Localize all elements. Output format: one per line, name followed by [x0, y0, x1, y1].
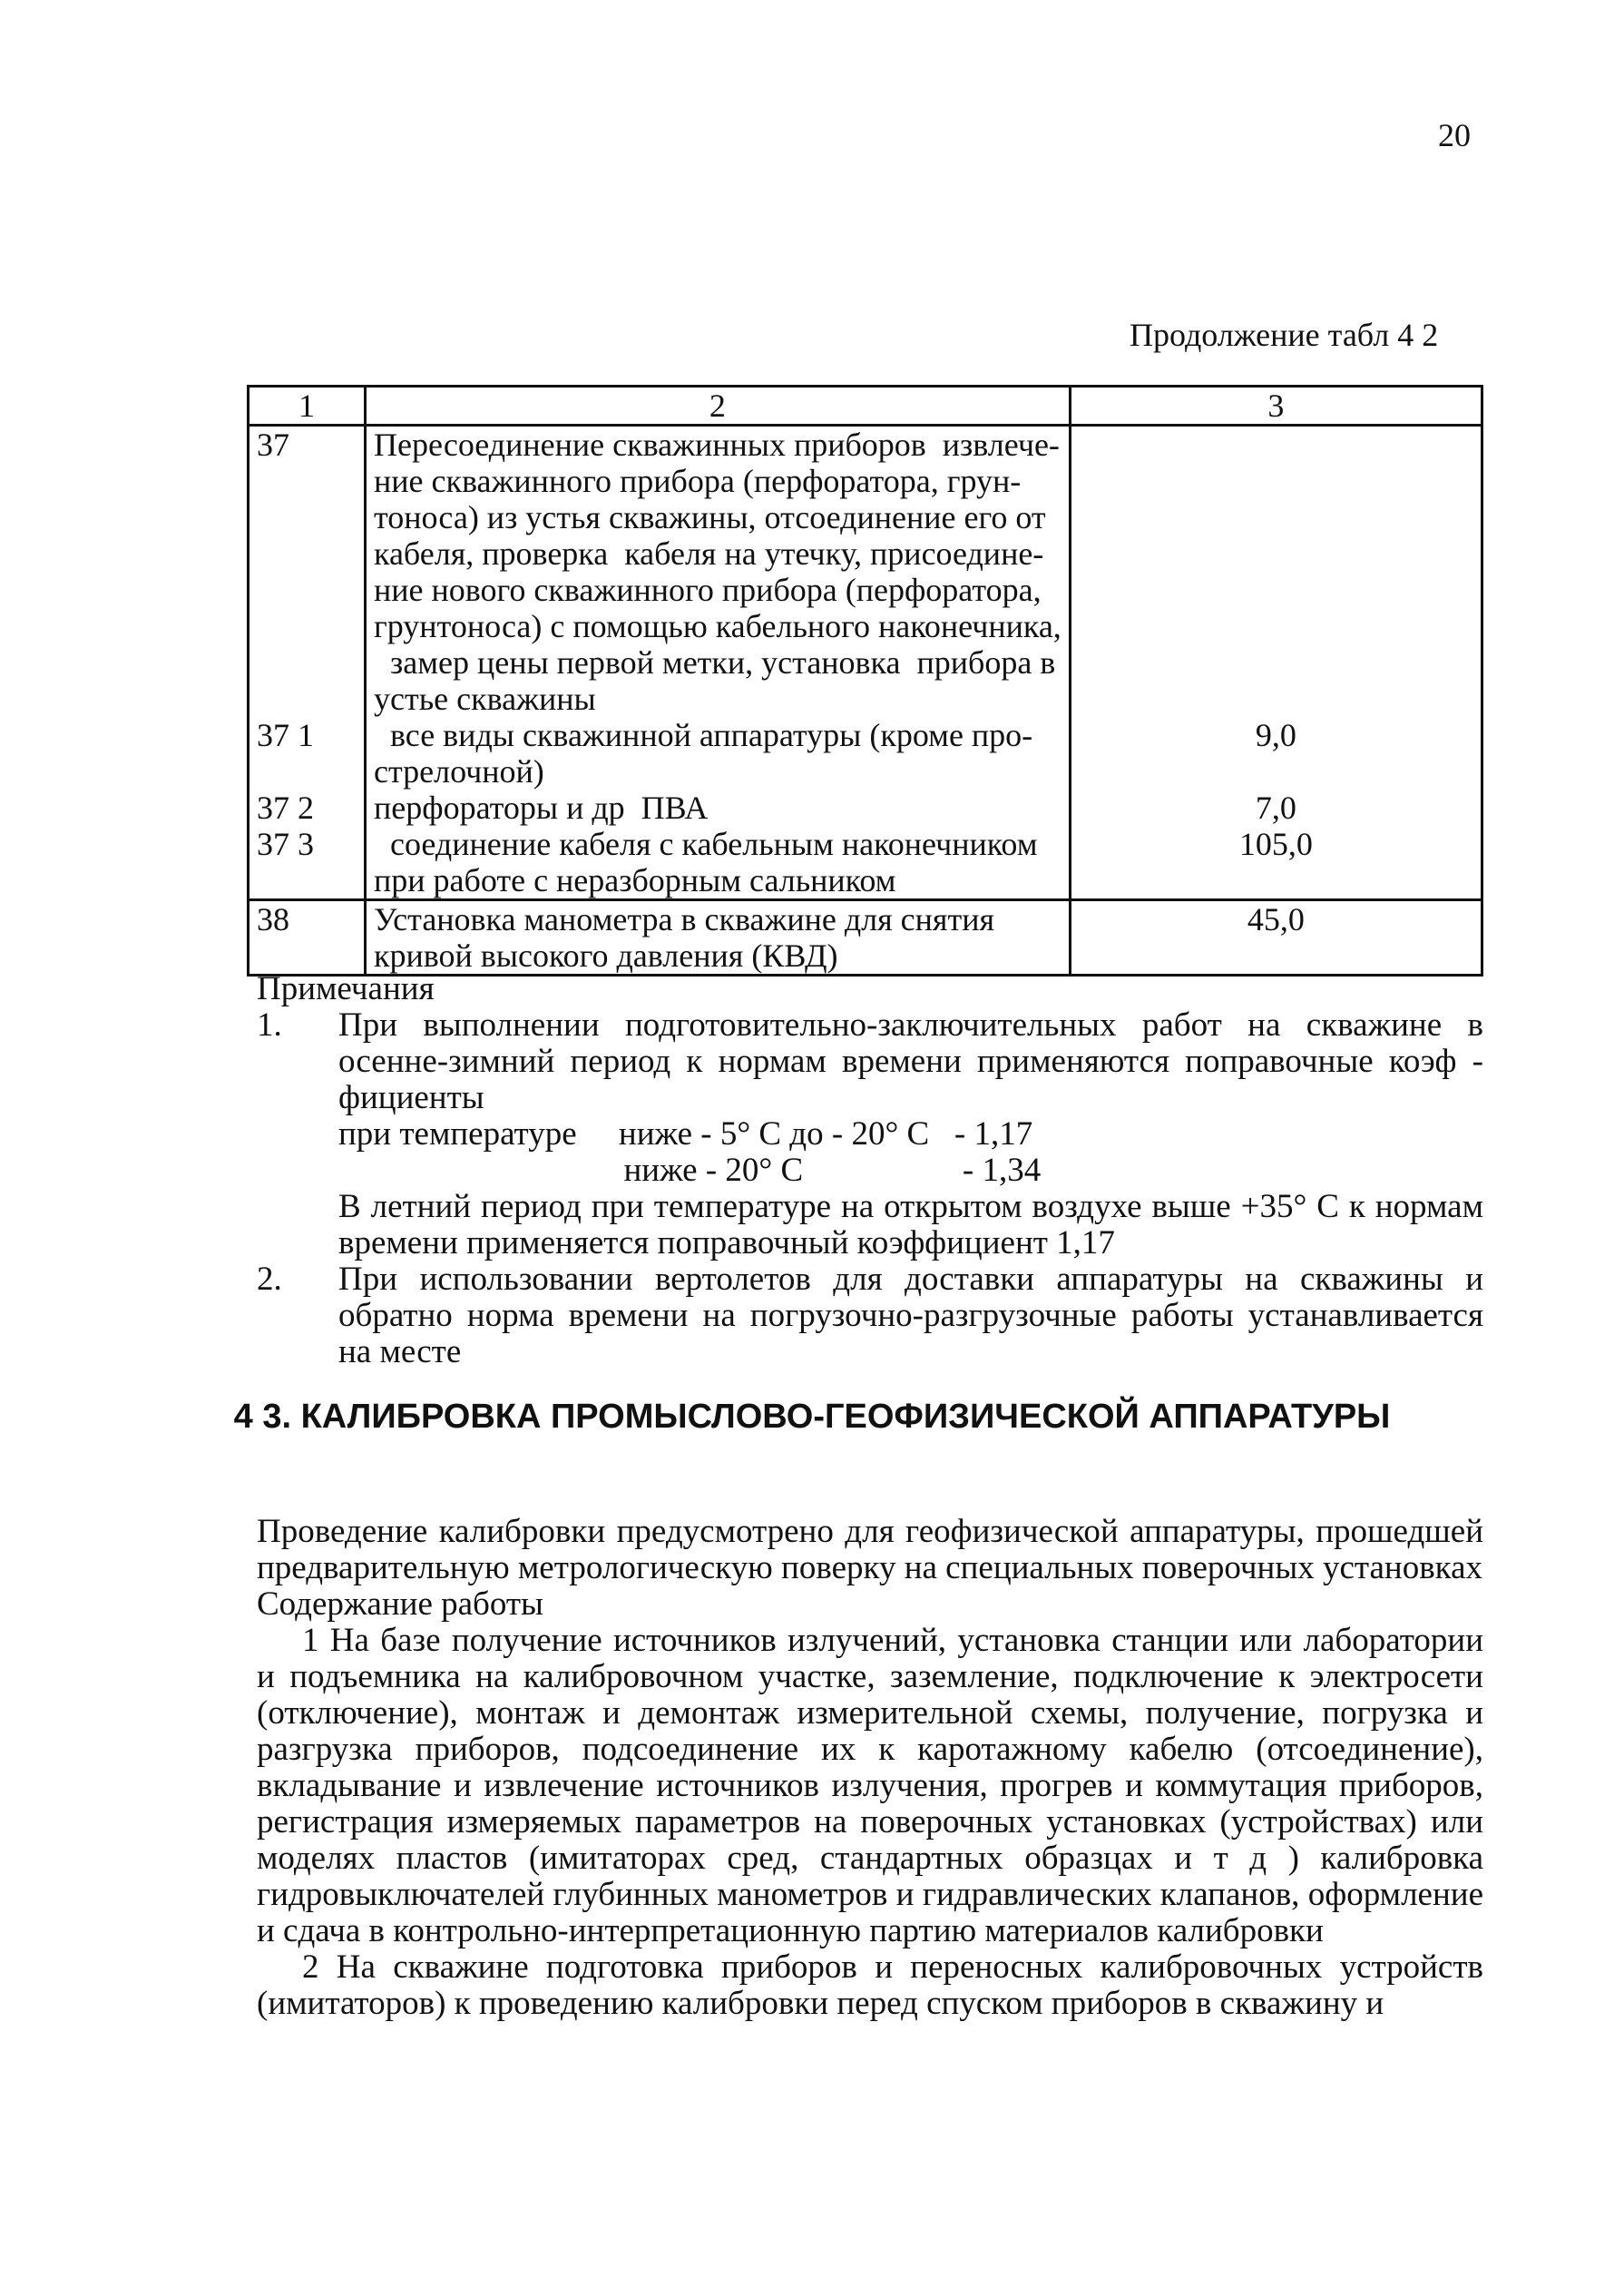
row-number-cell: 38 [249, 900, 366, 976]
row-value-cell: 45,0 [1070, 900, 1482, 976]
cell-line: Пересоединение скважинных приборов извлече- [374, 427, 1060, 463]
table-row-38 [249, 900, 1482, 976]
row-value-cell [1070, 426, 1482, 900]
note-number: 1. [257, 1006, 282, 1044]
section-body [257, 1514, 1483, 2022]
sub-number: 37 3 [257, 826, 314, 862]
header-col-3: 3 [1070, 387, 1482, 426]
table-row-37 [249, 426, 1482, 900]
section-heading: 4 3. КАЛИБРОВКА ПРОМЫСЛОВО-ГЕОФИЗИЧЕСКОЙ АППАРАТУРЫ [233, 1398, 1391, 1436]
cell-line: тоноса) из устья скважины, отсоединение его от [374, 499, 1046, 535]
paragraph-1: 1 На базе получение источников излучений, установка станции или лаборатории и подъемника на калибровочном участке, заземление, подключение к электросети (отключение), монтаж и демонтаж измерительной схемы, получение, погрузка и разгрузка приборов, подсоединение их к каротажному кабелю (отсоединение), вкладывание и извлечение источников излучения, прогрев и коммутация приборов, регистрация измеряемых параметров на поверочных установках (устройствах) или моделях пластов (имитаторах сред, стандартных образцах и т д ) калибровка гидровыключателей глубинных манометров и гидравлических клапанов, оформление и сдача в контрольно-интерпретационную партию материалов калибровки [257, 1622, 1483, 1949]
sub-number: 37 2 [257, 790, 314, 826]
notes-title: Примечания [257, 970, 435, 1007]
norms-table [247, 385, 1483, 977]
cell-line: замер цены первой метки, установка прибора в [374, 644, 1056, 681]
sub-number: 37 1 [257, 717, 314, 753]
cell-line: кабеля, проверка кабеля на утечку, присоедине- [374, 535, 1044, 572]
cell-line: устье скважины [374, 681, 596, 717]
section-intro: Проведение калибровки предусмотрено для геофизической аппаратуры, прошедшей предварительную метрологическую поверку на специальных поверочных установках [257, 1513, 1483, 1586]
cell-line: все виды скважинной аппаратуры (кроме про- [374, 717, 1033, 753]
content-title: Содержание работы [257, 1585, 543, 1623]
paragraph-2: 2 На скважине подготовка приборов и переносных калибровочных устройств (имитаторов) к проведению калибровки перед спуском приборов в скважину и [257, 1948, 1483, 2022]
temperature-table [257, 1116, 1483, 1261]
notes-section [257, 971, 1483, 1370]
cell-line: ние нового скважинного прибора (перфоратора, [374, 572, 1042, 608]
table-caption: Продолжение табл 4 2 [1130, 317, 1439, 353]
row-number: 37 [257, 427, 289, 463]
cell-line: грунтоноса) с помощью кабельного наконечника, [374, 608, 1061, 644]
page-number: 20 [1438, 117, 1471, 153]
row-description-cell [366, 426, 1071, 900]
cell-line: стрелочной) [374, 753, 544, 790]
cell-line: перфораторы и др ПВА [374, 790, 709, 826]
row-description-cell [366, 900, 1071, 976]
value: 7,0 [1255, 790, 1296, 826]
temperature-line: при температуре ниже - 5° С до - 20° С - 1,17 [338, 1115, 1033, 1153]
temperature-line: ниже - 20° С - 1,34 [338, 1152, 1042, 1189]
note-number: 2. [257, 1261, 282, 1298]
note-1 [257, 1007, 1483, 1116]
cell-line: кривой высокого давления (КВД) [374, 937, 838, 974]
value: 105,0 [1238, 826, 1313, 862]
cell-line: при работе с неразборным сальником [374, 862, 896, 898]
cell-line: ние скважинного прибора (перфоратора, грун- [374, 463, 1022, 499]
summer-note: В летний период при температуре на открытом воздухе выше +35° С к нормам времени применяется поправочный коэффициент 1,17 [338, 1188, 1483, 1261]
value: 9,0 [1255, 717, 1296, 753]
cell-line: Установка манометра в скважине для снятия [374, 901, 995, 937]
header-col-2: 2 [366, 387, 1071, 426]
row-number-cell [249, 426, 366, 900]
cell-line: соединение кабеля с кабельным наконечником [374, 826, 1038, 862]
note-text: При использовании вертолетов для доставки аппаратуры на скважины и обратно норма времени на погрузочно-разгрузочные работы устанавливается на месте [338, 1261, 1483, 1370]
header-col-1: 1 [249, 387, 366, 426]
note-text: При выполнении подготовительно-заключительных работ на скважине в осенне-зимний период к нормам времени применяются поправочные коэф - фициенты [338, 1006, 1483, 1116]
note-2 [257, 1261, 1483, 1370]
table-header-row [249, 387, 1482, 426]
